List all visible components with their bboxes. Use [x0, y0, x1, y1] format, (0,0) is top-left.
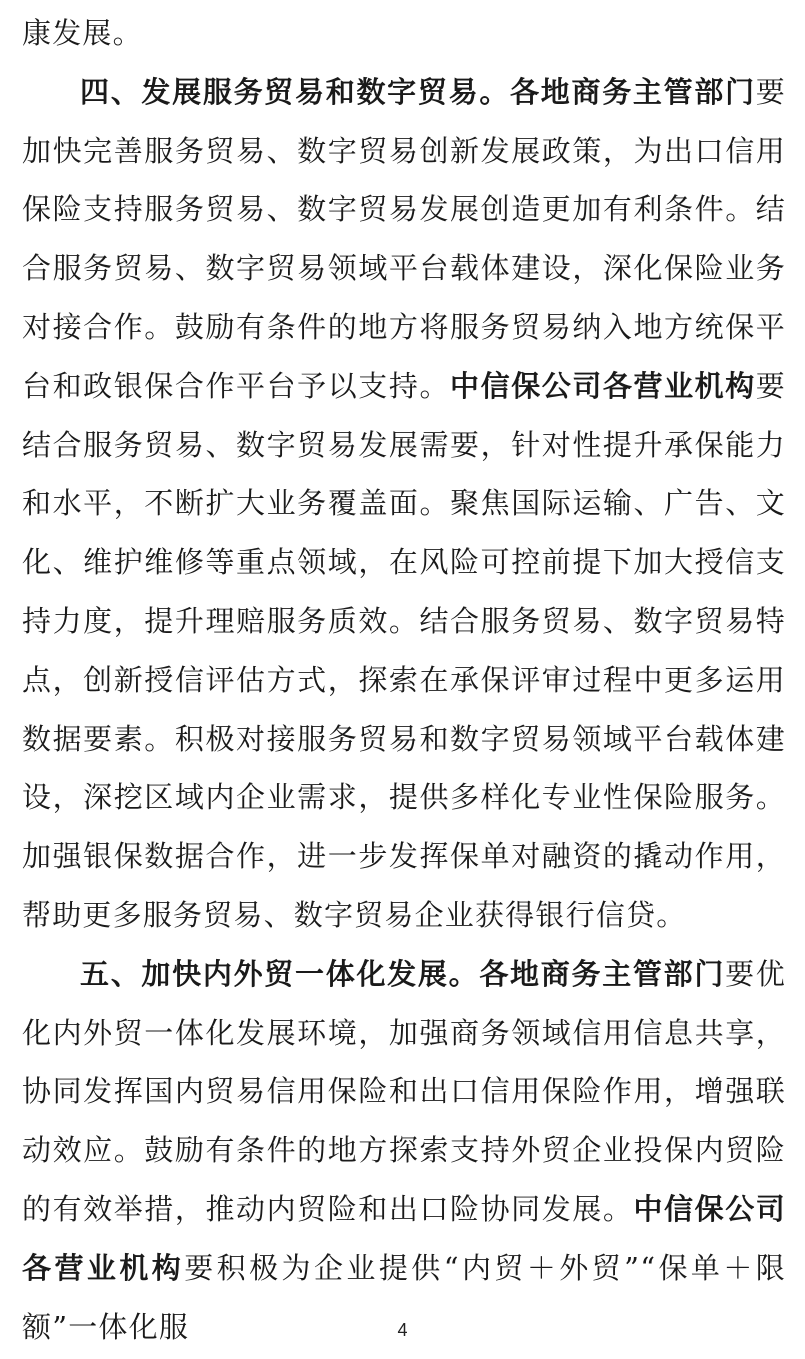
document-page: [22, 4, 786, 1356]
section-four-text-1: 要加快完善服务贸易、数字贸易创新发展政策，为出口信用保险支持服务贸易、数字贸易发展创造更加有利条件。结合服务贸易、数字贸易领域平台载体建设，深化保险业务对接合作。鼓励有条件的地方将服务贸易纳入地方统保平台和政银保合作平台予以支持。: [22, 74, 786, 403]
section-four-text-2: 要结合服务贸易、数字贸易发展需要，针对性提升承保能力和水平，不断扩大业务覆盖面。聚焦国际运输、广告、文化、维护维修等重点领域，在风险可控前提下加大授信支持力度，提升理赔服务质效。结合服务贸易、数字贸易特点，创新授信评估方式，探索在承保评审过程中更多运用数据要素。积极对接服务贸易和数字贸易领域平台载体建设，深挖区域内企业需求，提供多样化专业性保险服务。加强银保数据合作，进一步发挥保单对融资的撬动作用，帮助更多服务贸易、数字贸易企业获得银行信贷。: [22, 368, 786, 932]
section-five-text-1: 要优化内外贸一体化发展环境，加强商务领域信用信息共享，协同发挥国内贸易信用保险和出口信用保险作用，增强联动效应。鼓励有条件的地方探索支持外贸企业投保内贸险的有效举措，推动内贸险和出口险协同发展。: [22, 956, 786, 1226]
section-five-heading: 五、加快内外贸一体化发展。: [80, 956, 480, 991]
section-four-org-1: 各地商务主管部门: [510, 74, 756, 109]
section-four-heading: 四、发展服务贸易和数字贸易。: [80, 74, 511, 109]
lead-text: 康发展。: [22, 16, 143, 50]
section-five-org-1: 各地商务主管部门: [479, 956, 726, 991]
section-four-org-2: 中信保公司各营业机构: [450, 368, 756, 403]
page-number: 4: [397, 1320, 408, 1340]
section-five-org-2: 中信保公司各营业机构: [22, 1191, 786, 1285]
section-four-paragraph: [22, 63, 786, 945]
section-five-text-2: 要积极为企业提供“内贸＋外贸”“保单＋限额”一体化服: [22, 1250, 786, 1344]
lead-paragraph: [22, 4, 786, 63]
section-five-paragraph: [22, 945, 786, 1357]
